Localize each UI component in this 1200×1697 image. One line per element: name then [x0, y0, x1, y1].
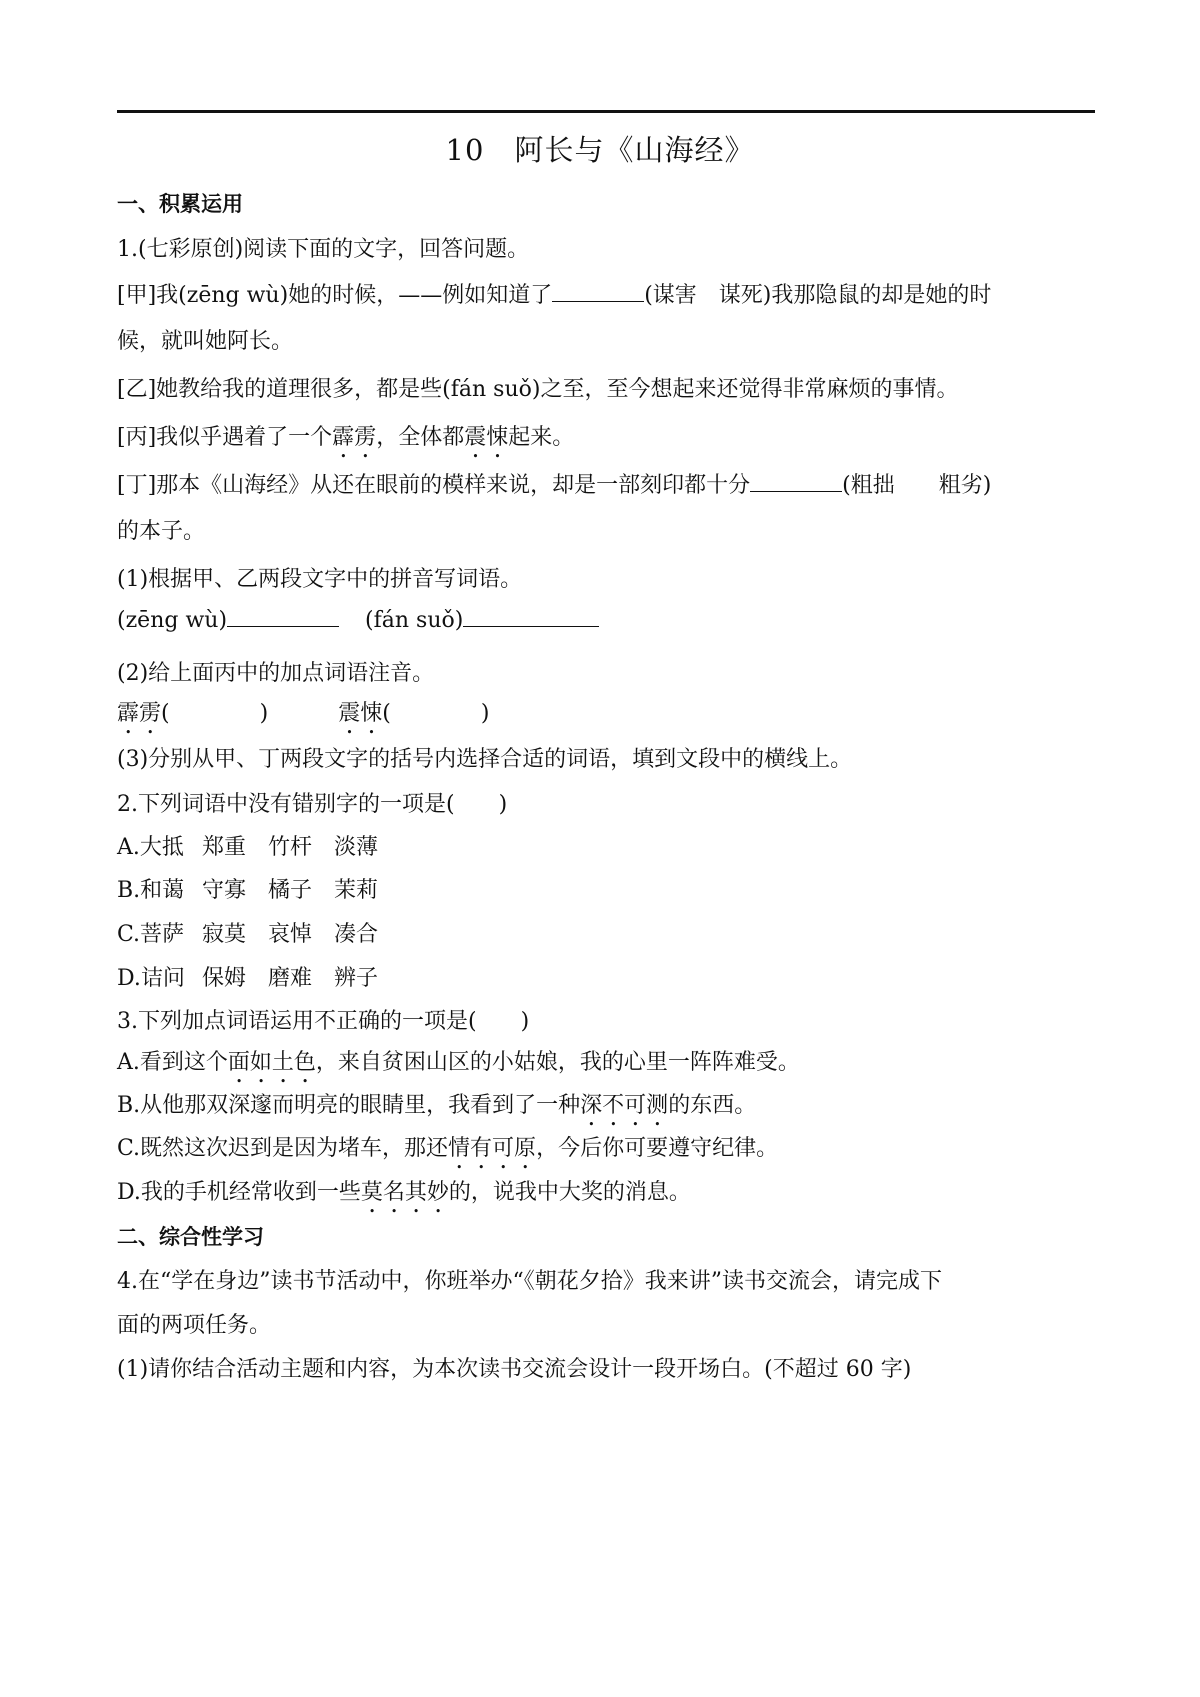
- q1-bing-text-a: [丙]我似乎遇着了一个: [117, 425, 333, 450]
- q1-ding-text-b: (粗拙 粗劣): [842, 473, 992, 498]
- q3-d-dotted-phrase: 莫名其妙: [360, 1180, 449, 1205]
- q1-sub1: (1)根据甲、乙两段文字中的拼音写词语。: [117, 567, 523, 592]
- q2-option-b[interactable]: [117, 873, 378, 904]
- q1-bing: [117, 420, 574, 463]
- q1-bing-text-b: ，全体都: [376, 425, 465, 450]
- q2-option-b-word2: 守寡: [202, 878, 247, 903]
- pinyin-fansuo: (fán suǒ): [365, 608, 464, 633]
- q2-option-a-word2: 郑重: [202, 835, 247, 860]
- q2-option-d-word4: 辨子: [334, 966, 379, 991]
- q3-a-text-1: A.看到这个: [117, 1050, 228, 1075]
- q3-c-dotted-phrase: 情有可原: [448, 1136, 537, 1161]
- q1-sub2: (2)给上面丙中的加点词语注音。: [117, 661, 435, 686]
- q2-option-b-word1: B.和蔼: [117, 878, 185, 903]
- q2-option-b-word4: 茉莉: [334, 878, 379, 903]
- q2-option-a[interactable]: [117, 830, 378, 861]
- q2-option-b-word3: 橘子: [268, 878, 313, 903]
- q2-option-c[interactable]: [117, 917, 378, 948]
- pinyin-zengwu: (zēng wù): [117, 608, 228, 633]
- q3-option-c[interactable]: [117, 1131, 778, 1174]
- q1-ding-line2: 的本子。: [117, 519, 206, 544]
- q4-line1: 4.在“学在身边”读书节活动中，你班举办“《朝花夕拾》我来讲”读书交流会，请完成下: [117, 1269, 942, 1294]
- q2-option-d[interactable]: [117, 961, 378, 992]
- q3-option-d[interactable]: [117, 1175, 691, 1218]
- q1-sub3: (3)分别从甲、丁两段文字的括号内选择合适的词语，填到文段中的横线上。: [117, 747, 853, 772]
- q1-ding-text-a: [丁]那本《山海经》从还在眼前的模样来说，却是一部刻印都十分: [117, 473, 751, 498]
- dotted-word-zhensong-2: 震悚: [338, 701, 383, 726]
- q2-option-a-word1: A.大抵: [117, 835, 184, 860]
- q3-option-a[interactable]: [117, 1045, 800, 1088]
- header-rule: [117, 110, 1095, 113]
- q3-b-dotted-phrase: 深不可测: [580, 1093, 669, 1118]
- q3-c-text-1: C.既然这次迟到是因为堵车，那还: [117, 1136, 449, 1161]
- q1-annotation-row: [117, 696, 489, 739]
- q2-option-c-word1: C.菩萨: [117, 922, 185, 947]
- dotted-word-pili: 霹雳: [332, 425, 377, 450]
- q3-b-text-1: B.从他那双深邃而明亮的眼睛里，我看到了一种: [117, 1093, 581, 1118]
- q2-option-a-word3: 竹杆: [268, 835, 313, 860]
- lesson-number: 10: [445, 133, 485, 167]
- page-title: [0, 128, 1200, 169]
- q2-option-c-word2: 寂莫: [202, 922, 247, 947]
- q1-jia-text-b: (谋害 谋死)我那隐鼠的却是她的时: [644, 283, 992, 308]
- q1-yi: [乙]她教给我的道理很多，都是些(fán suǒ)之至，至今想起来还觉得非常麻烦的事情。: [117, 377, 959, 402]
- q2-option-c-word4: 凑合: [334, 922, 379, 947]
- q3-d-text-1: D.我的手机经常收到一些: [117, 1180, 361, 1205]
- q2-option-c-word3: 哀悼: [268, 922, 313, 947]
- q4-sub1: (1)请你结合活动主题和内容，为本次读书交流会设计一段开场白。(不超过 60 字): [117, 1357, 912, 1382]
- q1-jia-line2: 候，就叫她阿长。: [117, 329, 294, 354]
- q3-c-text-2: ，今后你可要遵守纪律。: [536, 1136, 779, 1161]
- q2-option-a-word4: 淡薄: [334, 835, 379, 860]
- q3-d-text-2: 的，说我中大奖的消息。: [448, 1180, 691, 1205]
- q2-stem: 2.下列词语中没有错别字的一项是( ): [117, 792, 508, 817]
- q3-a-text-2: ，来自贫困山区的小姑娘，我的心里一阵阵难受。: [315, 1050, 800, 1075]
- dotted-word-pili-2: 霹雳: [117, 701, 162, 726]
- q3-b-text-2: 的东西。: [668, 1093, 757, 1118]
- q1-stem: 1.(七彩原创)阅读下面的文字，回答问题。: [117, 237, 530, 262]
- paren-close-1: ): [259, 701, 269, 726]
- q3-option-b[interactable]: [117, 1088, 756, 1131]
- lesson-title: 阿长与《山海经》: [514, 133, 755, 167]
- q1-pinyin-row: [117, 608, 599, 633]
- q4-line2: 面的两项任务。: [117, 1313, 272, 1338]
- q3-stem: 3.下列加点词语运用不正确的一项是( ): [117, 1009, 530, 1034]
- q1-ding-blank[interactable]: [750, 473, 842, 492]
- section-heading-2: 二、综合性学习: [117, 1225, 264, 1249]
- q1-ding-line1: [117, 468, 991, 499]
- q2-option-d-word2: 保姆: [202, 966, 247, 991]
- q1-jia-line1: [117, 278, 991, 309]
- answer-blank-zengwu[interactable]: [227, 608, 339, 627]
- q1-bing-text-c: 起来。: [508, 425, 575, 450]
- paren-open-1: (: [161, 701, 170, 726]
- q1-jia-text-a: [甲]我(zēng wù)她的时候，——例如知道了: [117, 283, 553, 308]
- q3-a-dotted-phrase: 面如土色: [227, 1050, 316, 1075]
- q2-option-d-word1: D.诘问: [117, 966, 185, 991]
- paren-open-2: (: [382, 701, 391, 726]
- section-heading-1: 一、积累运用: [117, 192, 243, 216]
- dotted-word-zhensong: 震悚: [464, 425, 509, 450]
- q1-jia-blank[interactable]: [552, 283, 644, 302]
- answer-blank-fansuo[interactable]: [463, 608, 599, 627]
- paren-close-2: ): [480, 701, 490, 726]
- q2-option-d-word3: 磨难: [268, 966, 313, 991]
